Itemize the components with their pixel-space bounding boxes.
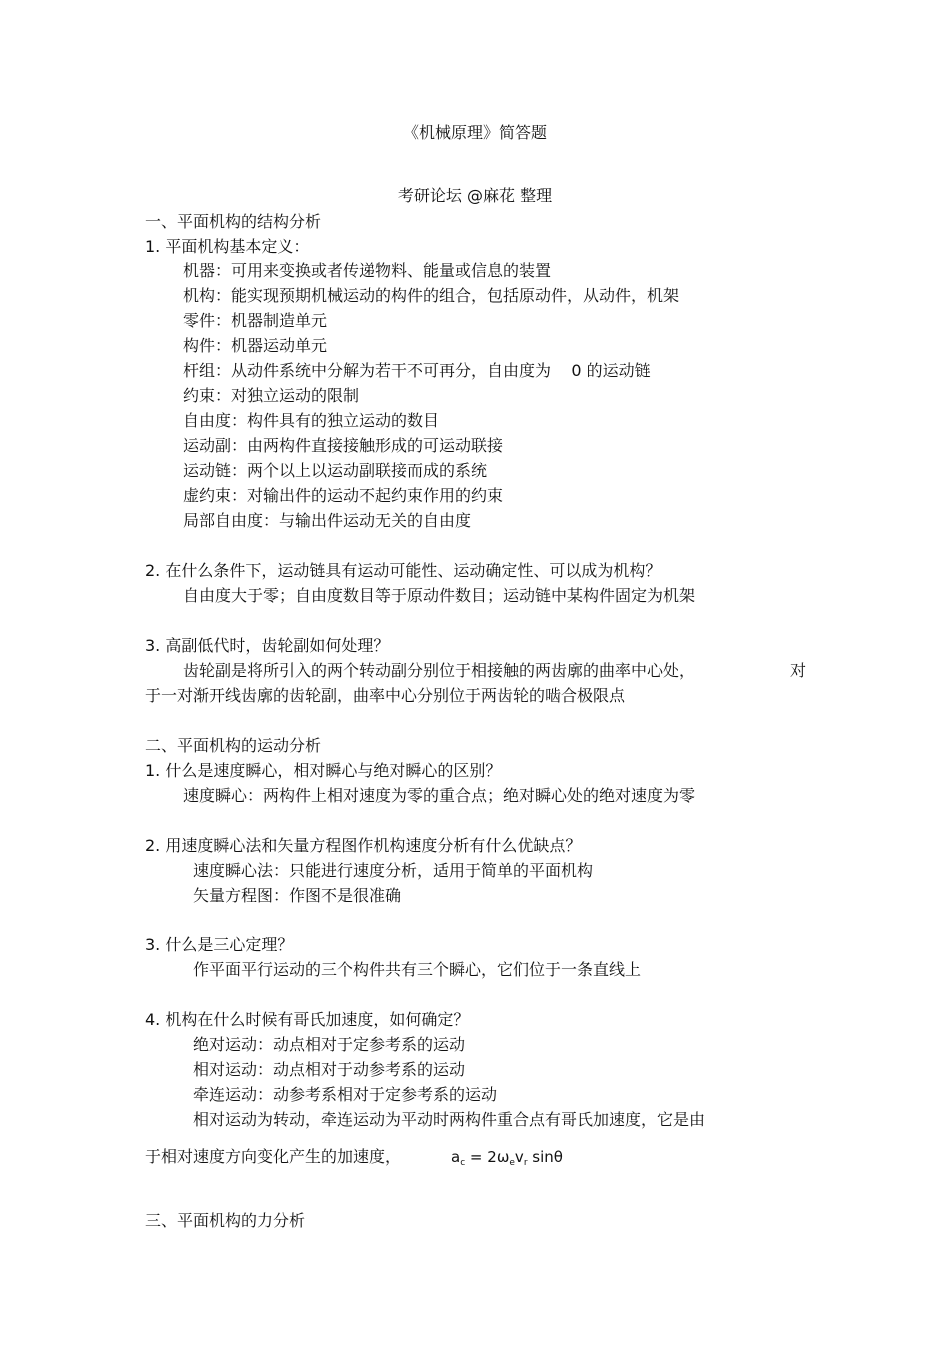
answer-1-3-line1: 齿轮副是将所引入的两个转动副分别位于相接触的两齿廓的曲率中心处， xyxy=(183,661,696,680)
answer-2-4-line4: 相对运动为转动，牵连运动为平动时两构件重合点有哥氏加速度，它是由 xyxy=(193,1110,706,1129)
question-1-3: 3. 高副低代时，齿轮副如何处理？ xyxy=(145,636,390,655)
answer-2-4-line1: 绝对运动：动点相对于定参考系的运动 xyxy=(193,1035,466,1054)
answer-2-2-line2: 矢量方程图：作图不是很准确 xyxy=(193,886,402,905)
question-2-2: 2. 用速度瞬心法和矢量方程图作机构速度分析有什么优缺点？ xyxy=(145,836,582,855)
answer-2-2-line1: 速度瞬心法：只能进行速度分析，适用于简单的平面机构 xyxy=(193,861,594,880)
definition-item: 运动链：两个以上以运动副联接而成的系统 xyxy=(183,461,488,480)
definition-item: 虚约束：对输出件的运动不起约束作用的约束 xyxy=(183,486,504,505)
formula-omega: ω xyxy=(496,1148,510,1166)
answer-1-2: 自由度大于零；自由度数目等于原动件数目；运动链中某构件固定为机架 xyxy=(183,586,696,605)
section-heading-3: 三、平面机构的力分析 xyxy=(145,1211,306,1230)
formula-v-sub: r xyxy=(523,1158,528,1168)
page-title: 《机械原理》简答题 xyxy=(402,123,547,142)
question-2-4: 4. 机构在什么时候有哥氏加速度，如何确定？ xyxy=(145,1010,470,1029)
answer-2-3: 作平面平行运动的三个构件共有三个瞬心，它们位于一条直线上 xyxy=(193,960,642,979)
formula-omega-sub: e xyxy=(509,1158,515,1168)
formula-a-sub: c xyxy=(460,1158,466,1168)
question-2-1: 1. 什么是速度瞬心，相对瞬心与绝对瞬心的区别？ xyxy=(145,761,502,780)
formula-sin: sin xyxy=(527,1148,554,1166)
question-1-2: 2. 在什么条件下，运动链具有运动可能性、运动确定性、可以成为机构？ xyxy=(145,561,662,580)
question-1-1: 1. 平面机构基本定义： xyxy=(145,237,310,256)
definition-item: 构件：机器运动单元 xyxy=(183,336,328,355)
formula-theta: θ xyxy=(553,1148,563,1166)
answer-1-3-line2: 于一对渐开线齿廓的齿轮副，曲率中心分别位于两齿轮的啮合极限点 xyxy=(145,686,626,705)
answer-1-3-line1-tail: 对 xyxy=(790,661,807,680)
section-heading-2: 二、平面机构的运动分析 xyxy=(145,736,322,755)
answer-2-1: 速度瞬心：两构件上相对速度为零的重合点；绝对瞬心处的绝对速度为零 xyxy=(183,786,696,805)
definition-item: 运动副：由两构件直接接触形成的可运动联接 xyxy=(183,436,504,455)
definition-item: 零件：机器制造单元 xyxy=(183,311,328,330)
formula-eq: = 2 xyxy=(465,1148,497,1166)
formula-v: v xyxy=(514,1148,524,1166)
coriolis-formula xyxy=(451,1147,563,1173)
definition-item: 杆组：从动件系统中分解为若干不可再分，自由度为 0 的运动链 xyxy=(183,361,651,380)
author-line: 考研论坛 @麻花 整理 xyxy=(397,186,553,205)
question-2-3: 3. 什么是三心定理？ xyxy=(145,935,294,954)
definition-item: 机器：可用来变换或者传递物料、能量或信息的装置 xyxy=(183,261,552,280)
definition-item: 机构：能实现预期机械运动的构件的组合，包括原动件，从动件，机架 xyxy=(183,286,680,305)
formula-a: a xyxy=(451,1148,461,1166)
answer-2-4-line2: 相对运动：动点相对于动参考系的运动 xyxy=(193,1060,466,1079)
definition-item: 自由度：构件具有的独立运动的数目 xyxy=(183,411,440,430)
answer-2-4-line5: 于相对速度方向变化产生的加速度， xyxy=(145,1147,402,1166)
answer-2-4-line3: 牵连运动：动参考系相对于定参考系的运动 xyxy=(193,1085,498,1104)
definition-item: 约束：对独立运动的限制 xyxy=(183,386,360,405)
section-heading-1: 一、平面机构的结构分析 xyxy=(145,212,322,231)
definition-item: 局部自由度：与输出件运动无关的自由度 xyxy=(183,511,472,530)
